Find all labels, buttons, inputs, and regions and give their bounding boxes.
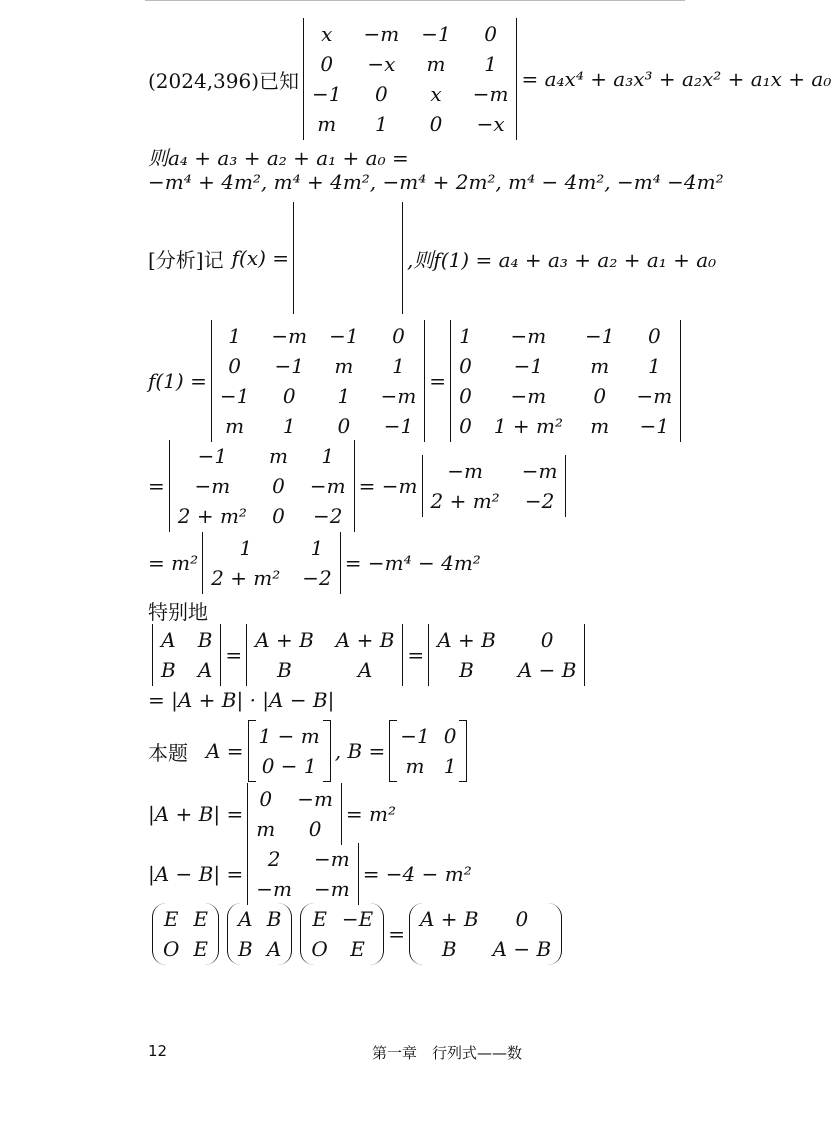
problem-prefix: (2024,396)已知 <box>148 68 300 93</box>
matrix-cell: E <box>193 907 209 931</box>
problem-determinant <box>303 18 517 140</box>
matrix-cell: −m <box>313 877 350 901</box>
matrix-cell: −1 <box>274 354 304 378</box>
step1-lhs: f(1) = <box>148 369 207 393</box>
matrix-cell: 1 <box>647 354 661 378</box>
matrix-A <box>248 720 331 782</box>
step3-det <box>202 532 341 594</box>
matrix-cell: m <box>590 414 610 438</box>
thisproblem-row <box>148 720 471 782</box>
analysis-then: ,则f(1) = a₄ + a₃ + a₂ + a₁ + a₀ <box>407 247 717 272</box>
matrix-cell: 1 <box>321 444 335 468</box>
diff-rhs: = −4 − m² <box>362 862 472 886</box>
matrix-cell: −1 <box>513 354 544 378</box>
matrix-cell: −m <box>309 474 346 498</box>
matrix-cell: 0 <box>429 112 443 136</box>
matrix-cell: −1 <box>639 414 670 438</box>
matrix-cell: −1 <box>329 324 359 348</box>
matrix-cell: A + B <box>437 628 496 652</box>
matrix-cell: B <box>238 937 253 961</box>
matrix-cell: −2 <box>302 566 332 590</box>
A-eq: A = <box>206 739 244 763</box>
sum-rhs: = m² <box>345 802 397 826</box>
partitioned-row <box>148 903 566 965</box>
matrix-cell: −1 <box>421 22 451 46</box>
B-eq: , B = <box>334 739 386 763</box>
matrix-cell: A + B <box>255 628 314 652</box>
matrix-cell: 0 <box>540 628 554 652</box>
special-label: 特别地 <box>148 600 208 624</box>
matrix-cell: 1 <box>310 536 324 560</box>
block-det-c <box>428 624 585 686</box>
matrix-cell: −2 <box>313 504 343 528</box>
matrix-cell: 0 <box>272 474 285 498</box>
block-det-a <box>152 624 221 686</box>
matrix-cell: −m <box>297 787 333 811</box>
step3-post: = −m⁴ − 4m² <box>344 551 481 575</box>
matrix-cell: −m <box>636 384 673 408</box>
matrix-cell: 0 <box>320 52 334 76</box>
product-text: = |A + B| · |A − B| <box>148 688 335 712</box>
answer-options: −m⁴ + 4m², m⁴ + 4m², −m⁴ + 2m², m⁴ − 4m², −m⁴ −4m² <box>148 170 724 194</box>
step1-row <box>148 320 685 442</box>
step2-row <box>148 440 570 532</box>
matrix-cell: B <box>441 937 457 961</box>
matrix-cell: −1 <box>219 384 250 408</box>
block-eq1: = <box>225 643 243 667</box>
partitioned-p3 <box>300 903 384 965</box>
diff-row <box>148 843 472 905</box>
step2-mid: = −m <box>358 474 418 498</box>
matrix-cell: B <box>277 658 292 682</box>
top-rule <box>145 0 685 1</box>
special-row <box>148 596 208 625</box>
matrix-cell: 0 <box>515 907 529 931</box>
matrix-cell: 0 <box>647 324 661 348</box>
matrix-cell: −1 <box>584 324 615 348</box>
matrix-cell: −m <box>447 459 483 483</box>
sum-det <box>247 783 342 845</box>
question-row <box>148 142 409 171</box>
matrix-cell: m <box>590 354 610 378</box>
matrix-cell: 1 <box>337 384 351 408</box>
matrix-cell: 2 + m² <box>211 566 281 590</box>
thisproblem-label: 本题 <box>148 740 188 765</box>
matrix-cell: A <box>357 658 373 682</box>
matrix-cell: 0 <box>484 22 497 46</box>
empty-determinant <box>293 202 403 314</box>
question-text: 则a₄ + a₃ + a₂ + a₁ + a₀ = <box>148 146 409 170</box>
matrix-cell: 2 <box>267 847 281 871</box>
matrix-cell: E <box>350 937 365 961</box>
matrix-cell: −m <box>363 22 400 46</box>
options-row <box>148 170 724 194</box>
partitioned-p4 <box>409 903 562 965</box>
matrix-cell: A <box>161 628 176 652</box>
matrix-cell: 1 <box>375 112 388 136</box>
matrix-cell: m <box>405 754 425 778</box>
matrix-cell: −1 <box>197 444 228 468</box>
analysis-label: [分析]记 <box>148 247 224 272</box>
matrix-cell: −m <box>521 459 558 483</box>
matrix-cell: −m <box>472 82 509 106</box>
fx-lhs: f(x) = <box>231 246 290 270</box>
analysis-row <box>148 202 716 314</box>
matrix-cell: m <box>268 444 288 468</box>
matrix-cell: 1 <box>443 754 457 778</box>
matrix-cell: −E <box>341 907 374 931</box>
matrix-cell: 0 <box>459 354 472 378</box>
sum-lhs: |A + B| = <box>148 802 244 826</box>
matrix-cell: −x <box>476 112 505 136</box>
matrix-cell: 0 <box>459 414 472 438</box>
problem-rhs: = a₄x⁴ + a₃x³ + a₂x² + a₁x + a₀ <box>521 67 831 91</box>
matrix-cell: 0 <box>443 724 457 748</box>
block-row <box>148 624 589 686</box>
diff-det <box>247 843 358 905</box>
matrix-cell: 1 + m² <box>493 414 563 438</box>
matrix-cell: 0 <box>392 324 405 348</box>
step3-pre: = m² <box>148 551 199 575</box>
matrix-cell: m <box>256 817 276 841</box>
matrix-cell: A <box>197 658 213 682</box>
matrix-cell: 1 <box>282 414 296 438</box>
matrix-cell: 0 <box>282 384 296 408</box>
step1-det-a <box>211 320 425 442</box>
matrix-cell: 1 <box>392 354 405 378</box>
step2-det-a <box>169 440 355 532</box>
matrix-cell: A <box>266 937 282 961</box>
matrix-cell: −x <box>367 52 396 76</box>
matrix-cell: E <box>163 907 179 931</box>
matrix-cell: 1 <box>239 536 253 560</box>
diff-lhs: |A − B| = <box>148 862 244 886</box>
matrix-cell: B <box>197 628 213 652</box>
matrix-cell: m <box>225 414 245 438</box>
matrix-cell: E <box>312 907 327 931</box>
matrix-cell: A − B <box>517 658 577 682</box>
matrix-cell: x <box>430 82 442 106</box>
matrix-cell: 0 <box>259 787 273 811</box>
matrix-cell: −1 <box>400 724 430 748</box>
matrix-cell: −1 <box>383 414 414 438</box>
page-number: 12 <box>148 1042 168 1060</box>
step2-det-b <box>422 455 567 517</box>
matrix-cell: −1 <box>312 82 342 106</box>
product-row <box>148 688 334 712</box>
matrix-cell: 0 <box>375 82 388 106</box>
matrix-cell: A − B <box>492 937 552 961</box>
matrix-cell: 1 − m <box>258 724 320 748</box>
problem-row <box>148 18 831 140</box>
step2-eq: = <box>148 474 165 498</box>
matrix-B <box>389 720 467 782</box>
matrix-cell: −2 <box>524 489 555 513</box>
matrix-cell: 1 <box>228 324 241 348</box>
sum-row <box>148 783 396 845</box>
chapter-title: 第一章 行列式——数 <box>372 1044 523 1062</box>
matrix-cell: m <box>334 354 354 378</box>
matrix-cell: A <box>238 907 253 931</box>
partitioned-p2 <box>227 903 292 965</box>
matrix-cell: 0 − 1 <box>261 754 317 778</box>
matrix-cell: −m <box>510 384 547 408</box>
matrix-cell: −m <box>510 324 547 348</box>
matrix-cell: 0 <box>308 817 322 841</box>
matrix-cell: 0 <box>337 414 351 438</box>
matrix-cell: B <box>459 658 474 682</box>
matrix-cell: 0 <box>593 384 607 408</box>
matrix-cell: −m <box>256 877 292 901</box>
matrix-cell: 0 <box>459 384 472 408</box>
matrix-cell: −m <box>194 474 231 498</box>
matrix-cell: m <box>317 112 337 136</box>
matrix-cell: A + B <box>335 628 395 652</box>
matrix-cell: O <box>311 937 328 961</box>
matrix-cell: B <box>266 907 282 931</box>
matrix-cell: B <box>161 658 176 682</box>
matrix-cell: 0 <box>228 354 241 378</box>
block-det-b <box>246 624 403 686</box>
matrix-cell: O <box>163 937 180 961</box>
matrix-cell: x <box>321 22 333 46</box>
matrix-cell: m <box>426 52 446 76</box>
matrix-cell: −m <box>380 384 417 408</box>
step1-det-b <box>450 320 681 442</box>
matrix-cell: 1 <box>459 324 472 348</box>
matrix-cell: −m <box>271 324 308 348</box>
matrix-cell: 1 <box>484 52 497 76</box>
block-eq2: = <box>407 643 425 667</box>
partitioned-p1 <box>152 903 219 965</box>
matrix-cell: −m <box>313 847 350 871</box>
matrix-cell: E <box>193 937 209 961</box>
partitioned-eq: = <box>388 922 405 946</box>
matrix-cell: 2 + m² <box>177 504 247 528</box>
matrix-cell: 0 <box>272 504 285 528</box>
matrix-cell: 2 + m² <box>430 489 500 513</box>
step1-eq: = <box>429 369 447 393</box>
matrix-cell: A + B <box>419 907 479 931</box>
step3-row <box>148 532 481 594</box>
